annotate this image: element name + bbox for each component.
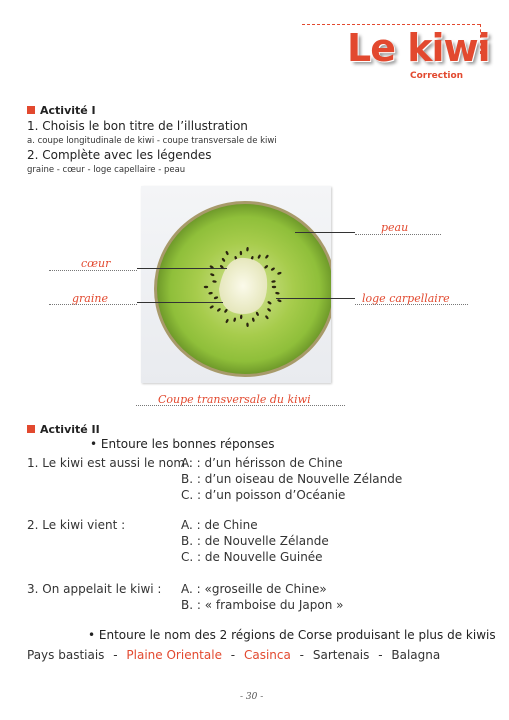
activity1-heading-text: Activité I [40, 104, 96, 117]
region-separator: - [378, 648, 383, 662]
red-square-icon [27, 106, 35, 114]
region-separator: - [299, 648, 305, 662]
activity1-heading [27, 104, 96, 117]
label-graine: graine [72, 292, 108, 305]
label-coeur: cœur [81, 257, 111, 270]
activity2-bullet1: • Entoure les bonnes réponses [90, 437, 275, 451]
arrow-graine [137, 302, 223, 303]
dotted-line [355, 304, 468, 305]
region-casinca: Casinca [243, 648, 291, 662]
activity1-options1: a. coupe longitudinale de kiwi - coupe transversale de kiwi [27, 136, 277, 146]
region-plaine-orientale: Plaine Orientale [126, 648, 222, 662]
page-number: - 30 - [240, 692, 264, 702]
label-peau: peau [381, 221, 409, 234]
red-square-icon [27, 425, 35, 433]
q1-question: 1. Le kiwi est aussi le nom : [27, 456, 193, 470]
q3-question: 3. On appelait le kiwi : [27, 582, 162, 596]
q1-answer-c: C. : d’un poisson d’Océanie [181, 488, 346, 502]
region-separator: - [230, 648, 236, 662]
title-frame-line [302, 24, 480, 25]
q3-answer-a: A. : «groseille de Chine» [181, 582, 327, 596]
kiwi-photo [141, 186, 331, 383]
dotted-line [49, 270, 137, 271]
region-pays-bastiais: Pays bastiais [27, 648, 105, 662]
page-title: Le kiwi [347, 26, 490, 70]
activity1-options2: graine - cœur - loge capellaire - peau [27, 165, 186, 175]
arrow-coeur [137, 268, 227, 269]
activity2-heading-text: Activité II [40, 423, 100, 436]
regions-list [27, 648, 440, 662]
activity1-instruction2: 2. Complète avec les légendes [27, 148, 212, 162]
q2-answer-a: A. : de Chine [181, 518, 258, 532]
region-balagna: Balagna [391, 648, 441, 662]
q1-answer-a: A. : d’un hérisson de Chine [181, 456, 343, 470]
dotted-line [355, 234, 441, 235]
activity2-heading [27, 423, 100, 436]
q2-answer-c: C. : de Nouvelle Guinée [181, 550, 323, 564]
region-separator: - [113, 648, 118, 662]
caption: Coupe transversale du kiwi [158, 393, 311, 406]
dotted-line [136, 405, 345, 406]
region-sartenais: Sartenais [312, 648, 370, 662]
q2-answer-b: B. : de Nouvelle Zélande [181, 534, 329, 548]
label-loge: loge carpellaire [362, 292, 450, 305]
page-subtitle: Correction [410, 71, 464, 81]
dotted-line [49, 304, 137, 305]
activity2-bullet2: • Entoure le nom des 2 régions de Corse produisant le plus de kiwis [88, 628, 496, 642]
activity1-instruction1: 1. Choisis le bon titre de l’illustration [27, 119, 248, 133]
kiwi-seed [204, 286, 208, 288]
kiwi-seed [272, 286, 276, 288]
kiwi-slice-icon [141, 186, 331, 383]
q3-answer-b: B. : « framboise du Japon » [181, 598, 344, 612]
q1-answer-b: B. : d’un oiseau de Nouvelle Zélande [181, 472, 403, 486]
arrow-loge [276, 298, 355, 299]
arrow-peau [295, 232, 355, 233]
q2-question: 2. Le kiwi vient : [27, 518, 126, 532]
